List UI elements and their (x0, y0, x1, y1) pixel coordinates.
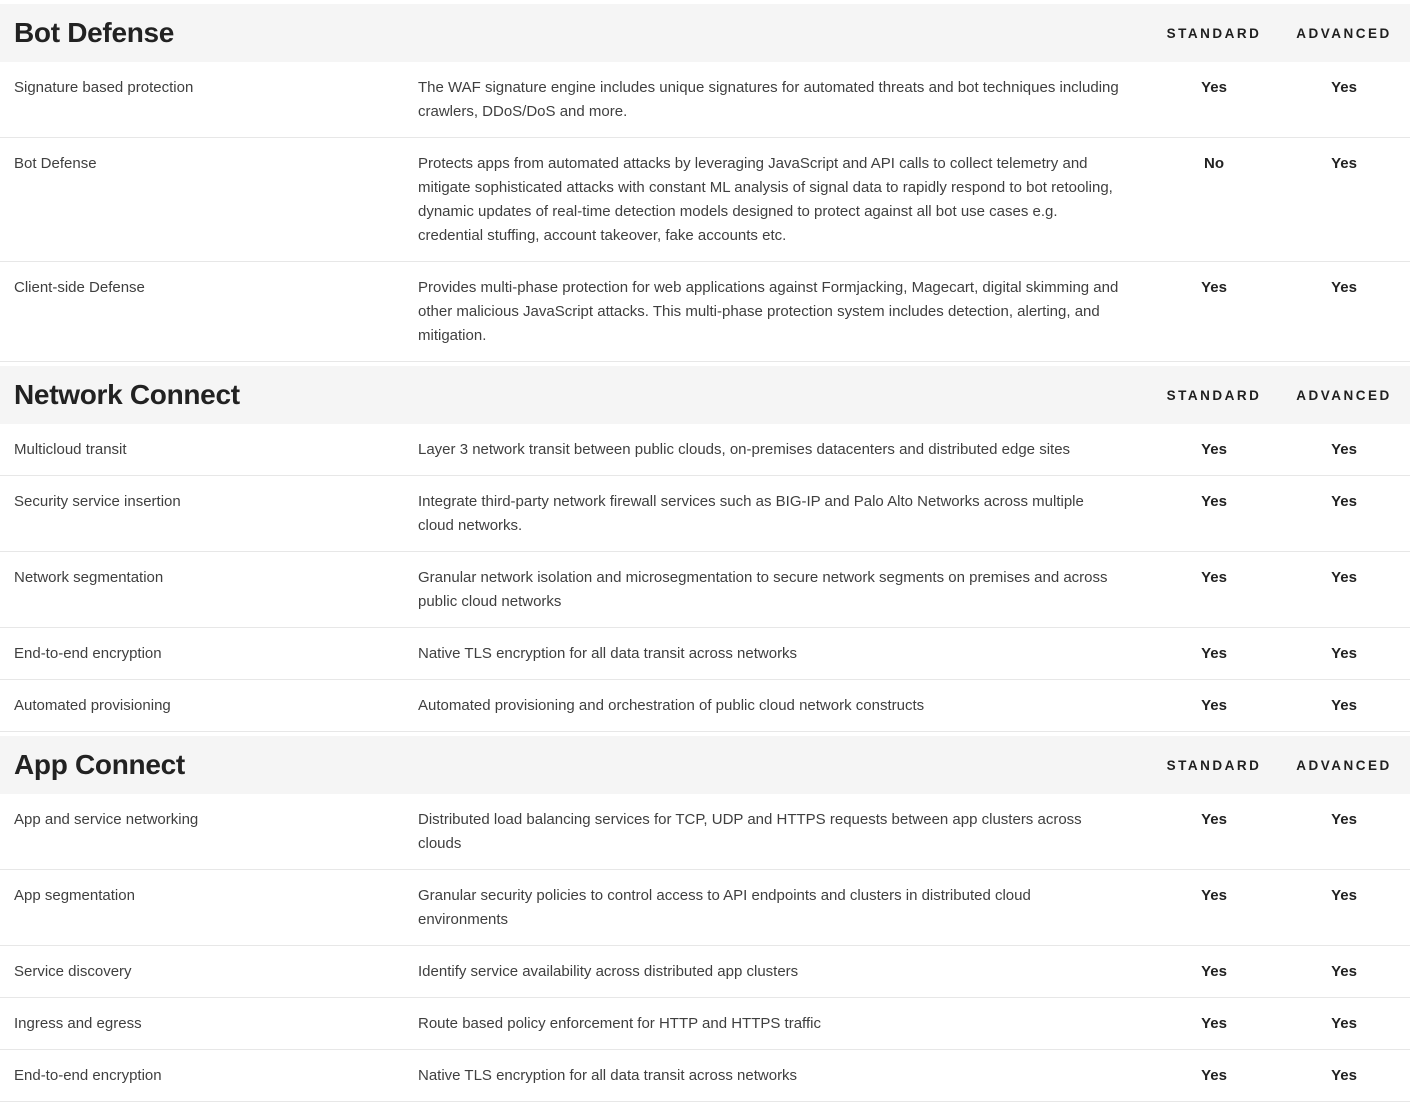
feature-name: App segmentation (14, 887, 135, 904)
section-header (0, 4, 1410, 62)
feature-name: Network segmentation (14, 569, 164, 586)
section-title: App Connect (14, 749, 185, 780)
table-row (0, 424, 1410, 476)
standard-value: Yes (1201, 887, 1227, 904)
table-row (0, 62, 1410, 138)
standard-value: Yes (1201, 1067, 1227, 1084)
column-header-advanced: ADVANCED (1296, 387, 1392, 403)
feature-name: Service discovery (14, 963, 132, 980)
table-row (0, 680, 1410, 732)
section-header (0, 736, 1410, 794)
feature-description: Integrate third-party network firewall services such as BIG-IP and Palo Alto Networks across multiple cloud networks. (418, 493, 1084, 534)
feature-description: Granular network isolation and microsegmentation to secure network segments on premises and across public cloud networks (418, 569, 1108, 610)
feature-name: End-to-end encryption (14, 1067, 162, 1084)
section-header (0, 366, 1410, 424)
feature-description: Native TLS encryption for all data transit across networks (418, 645, 798, 662)
advanced-value: Yes (1331, 155, 1357, 172)
feature-description: Provides multi-phase protection for web applications against Formjacking, Magecart, digital skimming and other malicious JavaScript attacks. This multi-phase protection system includes detection, alerting, and mitigation. (418, 279, 1119, 344)
standard-value: Yes (1201, 279, 1227, 296)
section-rows (0, 794, 1410, 1102)
feature-description: Automated provisioning and orchestration of public cloud network constructs (418, 697, 925, 714)
section-rows (0, 424, 1410, 732)
feature-description: Route based policy enforcement for HTTP and HTTPS traffic (418, 1015, 821, 1032)
column-header-standard: STANDARD (1166, 25, 1262, 41)
advanced-value: Yes (1331, 697, 1357, 714)
feature-description: Native TLS encryption for all data transit across networks (418, 1067, 798, 1084)
feature-name: Automated provisioning (14, 697, 171, 714)
feature-description: Granular security policies to control access to API endpoints and clusters in distributed cloud environments (418, 887, 1031, 928)
feature-name: Multicloud transit (14, 441, 127, 458)
advanced-value: Yes (1331, 645, 1357, 662)
table-row (0, 1050, 1410, 1102)
feature-section (0, 4, 1410, 362)
feature-name: End-to-end encryption (14, 645, 162, 662)
standard-value: Yes (1201, 811, 1227, 828)
table-row (0, 946, 1410, 998)
feature-name: Client-side Defense (14, 279, 145, 296)
standard-value: Yes (1201, 79, 1227, 96)
advanced-value: Yes (1331, 1015, 1357, 1032)
standard-value: Yes (1201, 697, 1227, 714)
standard-value: Yes (1201, 569, 1227, 586)
feature-name: Signature based protection (14, 79, 194, 96)
advanced-value: Yes (1331, 79, 1357, 96)
table-row (0, 476, 1410, 552)
column-header-standard: STANDARD (1166, 387, 1262, 403)
feature-comparison-table (0, 4, 1410, 1102)
standard-value: No (1204, 155, 1224, 172)
table-row (0, 262, 1410, 362)
standard-value: Yes (1201, 1015, 1227, 1032)
standard-value: Yes (1201, 441, 1227, 458)
standard-value: Yes (1201, 963, 1227, 980)
column-header-standard: STANDARD (1166, 757, 1262, 773)
column-header-advanced: ADVANCED (1296, 25, 1392, 41)
advanced-value: Yes (1331, 569, 1357, 586)
feature-description: The WAF signature engine includes unique signatures for automated threats and bot techniques including crawlers, DDoS/DoS and more. (418, 79, 1119, 120)
advanced-value: Yes (1331, 963, 1357, 980)
feature-name: Bot Defense (14, 155, 97, 172)
advanced-value: Yes (1331, 441, 1357, 458)
feature-section (0, 366, 1410, 732)
feature-name: App and service networking (14, 811, 199, 828)
column-header-advanced: ADVANCED (1296, 757, 1392, 773)
feature-section (0, 736, 1410, 1102)
advanced-value: Yes (1331, 493, 1357, 510)
feature-name: Security service insertion (14, 493, 181, 510)
table-row (0, 628, 1410, 680)
feature-description: Protects apps from automated attacks by leveraging JavaScript and API calls to collect telemetry and mitigate sophisticated attacks with constant ML analysis of signal data to rapidly respond to bot retooling, dynamic updates of real-time detection models designed to protect against all bot use cases e.g. credential stuffing, account takeover, fake accounts etc. (418, 155, 1113, 244)
standard-value: Yes (1201, 493, 1227, 510)
feature-name: Ingress and egress (14, 1015, 142, 1032)
table-row (0, 138, 1410, 262)
table-row (0, 870, 1410, 946)
advanced-value: Yes (1331, 811, 1357, 828)
table-row (0, 794, 1410, 870)
advanced-value: Yes (1331, 887, 1357, 904)
section-rows (0, 62, 1410, 362)
standard-value: Yes (1201, 645, 1227, 662)
advanced-value: Yes (1331, 1067, 1357, 1084)
section-title: Network Connect (14, 379, 240, 410)
advanced-value: Yes (1331, 279, 1357, 296)
table-row (0, 552, 1410, 628)
feature-description: Identify service availability across distributed app clusters (418, 963, 799, 980)
feature-description: Layer 3 network transit between public clouds, on-premises datacenters and distributed edge sites (418, 441, 1071, 458)
feature-description: Distributed load balancing services for TCP, UDP and HTTPS requests between app clusters across clouds (418, 811, 1082, 852)
section-title: Bot Defense (14, 17, 175, 48)
table-row (0, 998, 1410, 1050)
